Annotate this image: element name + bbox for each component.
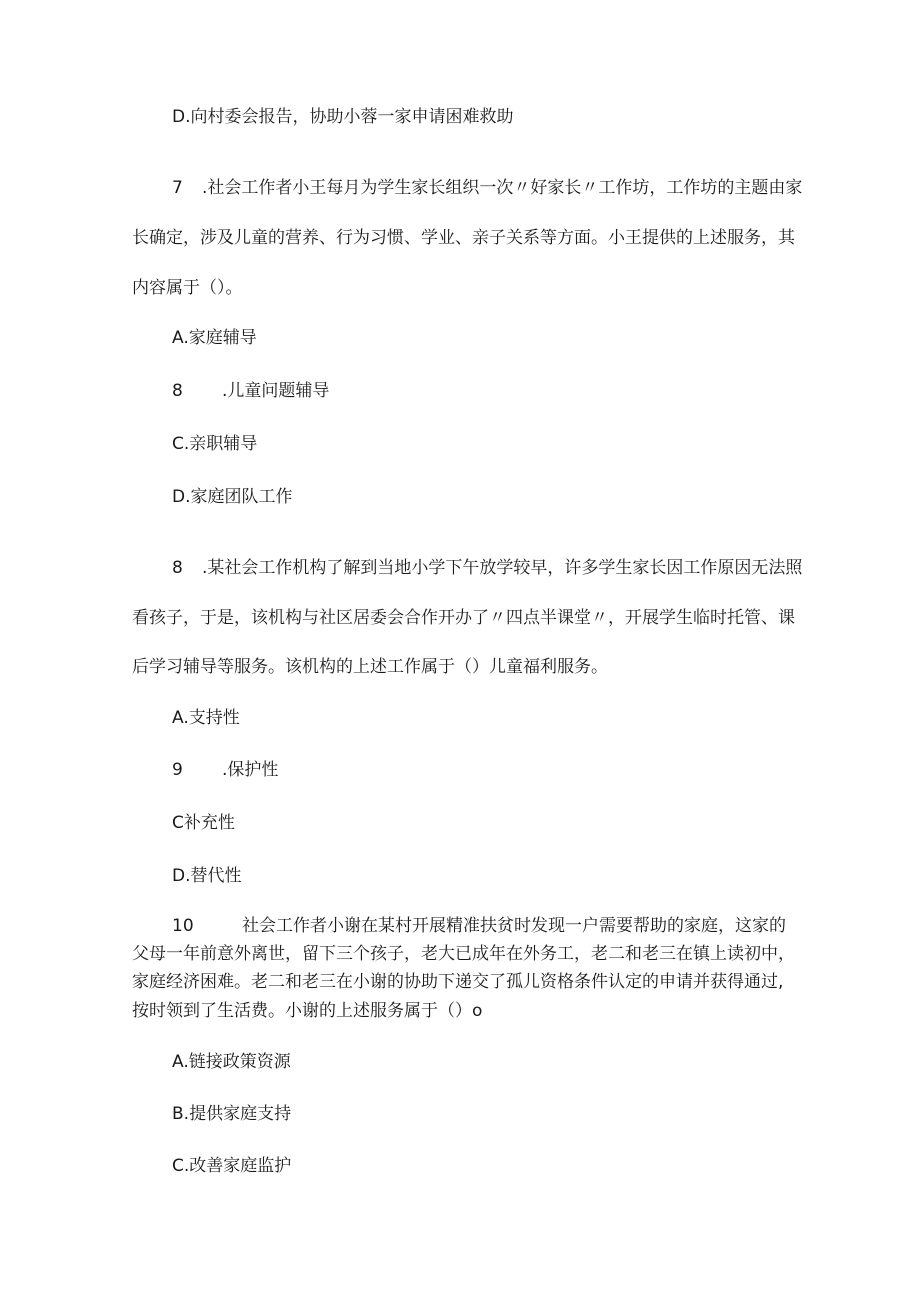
q8-stem-line1 xyxy=(172,556,802,580)
q8-stem-line3: 后学习辅导等服务。该机构的上述工作属于（）儿童福利服务。 xyxy=(132,657,608,677)
q10-stem-line2: 父母一年前意外离世，留下三个孩子，老大已成年在外务工，老二和老三在镇上读初中， xyxy=(132,944,795,964)
q7-option-b xyxy=(172,379,329,403)
q7-option-d: D.家庭团队工作 xyxy=(172,487,293,507)
q10-number: 10 xyxy=(172,916,194,936)
q7-option-b-text: .儿童问题辅导 xyxy=(222,381,330,401)
q7-stem-line1 xyxy=(172,176,802,200)
q8-stem-text: .某社会工作机构了解到当地小学下午放学较早，许多学生家长因工作原因无法照 xyxy=(202,558,803,578)
q8-option-b xyxy=(172,758,278,782)
q8-option-a: A.支持性 xyxy=(172,708,240,728)
q8-option-b-number: 9 xyxy=(172,760,183,780)
q10-option-c: C.改善家庭监护 xyxy=(172,1156,292,1176)
q7-option-a: A.家庭辅导 xyxy=(172,328,257,348)
q10-stem-line3: 家庭经济困难。老二和老三在小谢的协助下递交了孤儿资格条件认定的申请并获得通过, xyxy=(132,972,784,992)
q7-option-b-number: 8 xyxy=(172,381,183,401)
q6-option-d: D.向村委会报告，协助小蓉一家申请困难救助 xyxy=(172,107,514,127)
q10-stem-line1 xyxy=(172,914,786,938)
q10-option-b: B.提供家庭支持 xyxy=(172,1104,292,1124)
q7-stem-text: .社会工作者小王每月为学生家长组织一次〃好家长〃工作坊，工作坊的主题由家 xyxy=(202,178,803,198)
q7-number: 7 xyxy=(172,178,183,198)
q8-stem-line2: 看孩子，于是，该机构与社区居委会合作开办了〃四点半课堂〃，开展学生临时托管、课 xyxy=(132,608,795,628)
q7-stem-line3: 内容属于（）。 xyxy=(132,278,243,298)
q8-option-d: D.替代性 xyxy=(172,866,242,886)
q10-stem-line4: 按时领到了生活费。小谢的上述服务属于（）o xyxy=(132,1001,483,1021)
q8-option-c: C补充性 xyxy=(172,813,235,833)
q7-option-c: C.亲职辅导 xyxy=(172,434,258,454)
q10-option-a: A.链接政策资源 xyxy=(172,1052,291,1072)
q8-option-b-text: .保护性 xyxy=(222,760,279,780)
q8-number: 8 xyxy=(172,558,183,578)
q10-stem-text: 社会工作者小谢在某村开展精准扶贫时发现一户需要帮助的家庭，这家的 xyxy=(242,916,786,936)
q7-stem-line2: 长确定，涉及儿童的营养、行为习惯、学业、亲子关系等方面。小王提供的上述服务，其 xyxy=(132,228,795,248)
